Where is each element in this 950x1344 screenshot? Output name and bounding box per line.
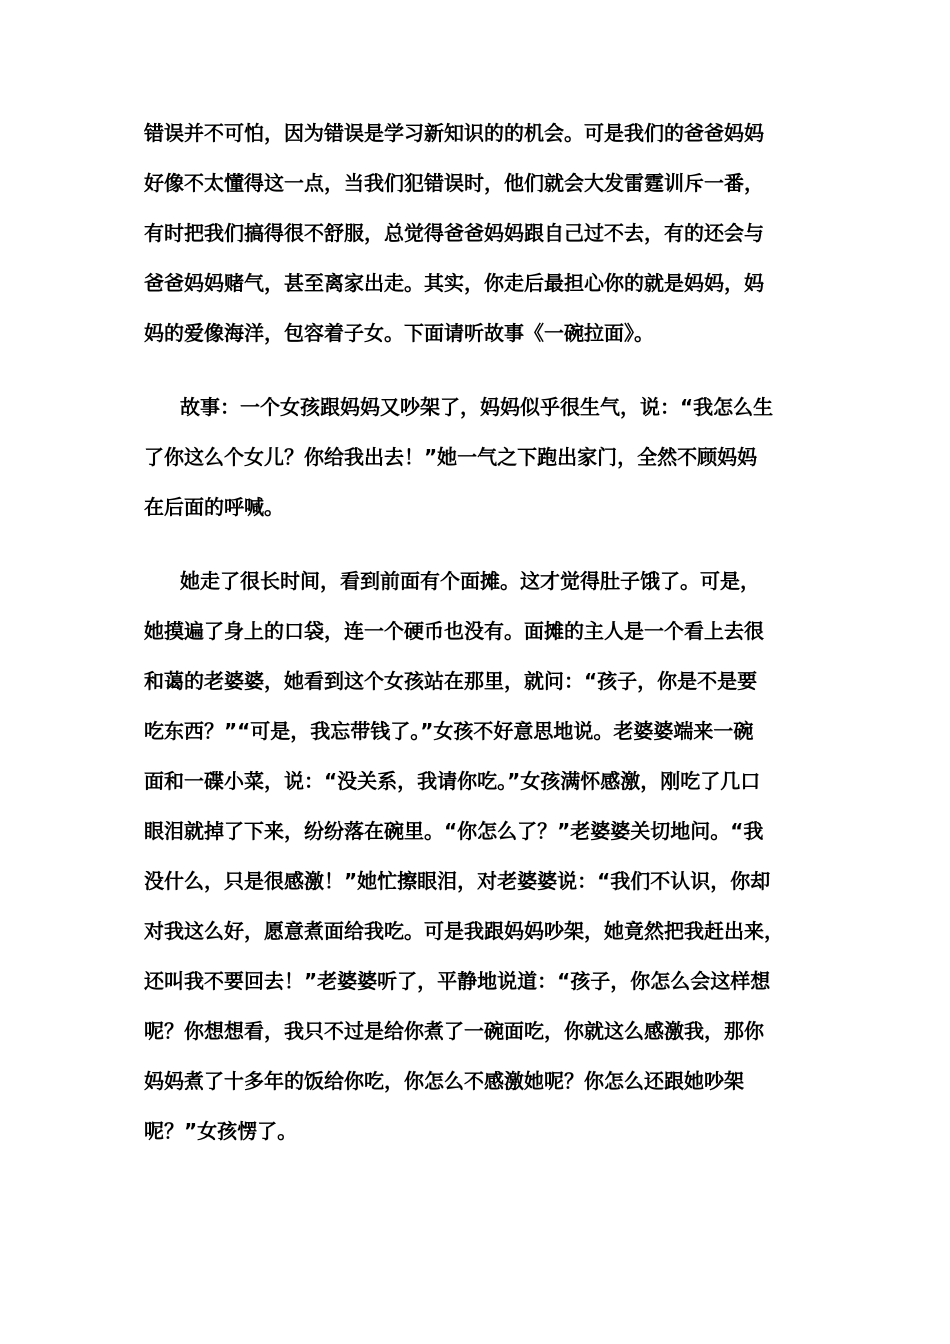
text-line: 和蔼的老婆婆，她看到这个女孩站在那里，就问：“孩子，你是不是要 — [144, 669, 758, 693]
paragraph-intro — [144, 108, 816, 358]
text-line: 妈妈煮了十多年的饭给你吃，你怎么不感激她呢？你怎么还跟她吵架 — [144, 1069, 744, 1093]
text-line: 呢？”女孩愣了。 — [144, 1119, 298, 1143]
text-line: 没什么，只是很感激！”她忙擦眼泪，对老婆婆说：“我们不认识，你却 — [144, 869, 771, 893]
text-line: 面和一碟小菜，说：“没关系，我请你吃。”女孩满怀感激，刚吃了几口 — [144, 769, 761, 793]
text-line: 好像不太懂得这一点，当我们犯错误时，他们就会大发雷霆训斥一番， — [144, 171, 764, 195]
text-line: 对我这么好，愿意煮面给我吃。可是我跟妈妈吵架，她竟然把我赶出来， — [144, 919, 784, 943]
text-line: 故事：一个女孩跟妈妈又吵架了，妈妈似乎很生气，说：“我怎么生 — [180, 395, 774, 419]
document-body — [144, 108, 816, 1156]
text-line: 错误并不可怕，因为错误是学习新知识的的机会。可是我们的爸爸妈妈 — [144, 121, 764, 145]
text-line: 她摸遍了身上的口袋，连一个硬币也没有。面摊的主人是一个看上去很 — [144, 619, 764, 643]
text-line: 她走了很长时间，看到前面有个面摊。这才觉得肚子饿了。可是， — [180, 569, 760, 593]
text-line: 有时把我们搞得很不舒服，总觉得爸爸妈妈跟自己过不去，有的还会与 — [144, 221, 764, 245]
text-line: 在后面的呼喊。 — [144, 495, 284, 519]
text-line: 眼泪就掉了下来，纷纷落在碗里。“你怎么了？”老婆婆关切地问。“我 — [144, 819, 764, 843]
text-line: 爸爸妈妈赌气，甚至离家出走。其实，你走后最担心你的就是妈妈，妈 — [144, 271, 764, 295]
paragraph-spacer — [144, 358, 816, 382]
text-line: 还叫我不要回去！”老婆婆听了，平静地说道：“孩子，你怎么会这样想 — [144, 969, 771, 993]
paragraph-noodle-stall — [144, 556, 816, 1156]
paragraph-story-start — [144, 382, 816, 532]
text-line: 吃东西？”“可是，我忘带钱了。”女孩不好意思地说。老婆婆端来一碗 — [144, 719, 754, 743]
text-line: 了你这么个女儿？你给我出去！”她一气之下跑出家门，全然不顾妈妈 — [144, 445, 758, 469]
text-line: 妈的爱像海洋，包容着子女。下面请听故事《一碗拉面》。 — [144, 321, 654, 345]
paragraph-spacer — [144, 532, 816, 556]
text-line: 呢？你想想看，我只不过是给你煮了一碗面吃，你就这么感激我，那你 — [144, 1019, 764, 1043]
